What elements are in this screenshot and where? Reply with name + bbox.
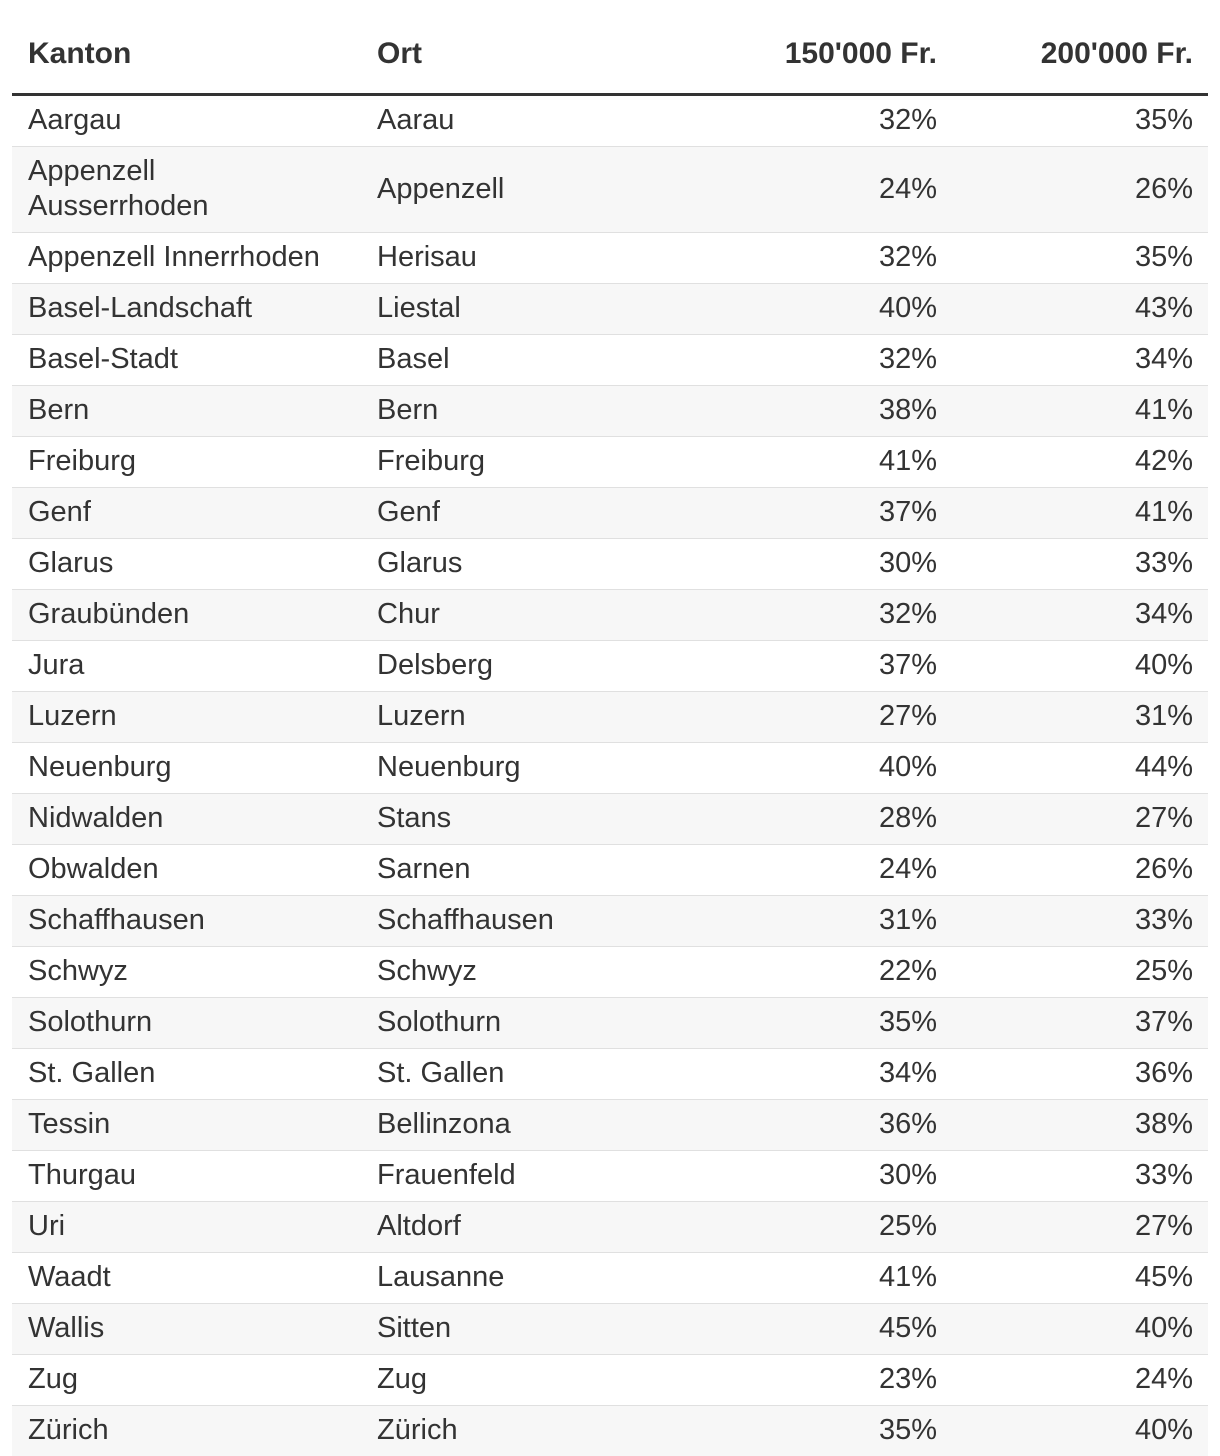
table-header <box>12 0 1208 95</box>
cell-rate-200000: 34% <box>952 590 1208 641</box>
table-row <box>12 692 1208 743</box>
table-row <box>12 233 1208 284</box>
cell-rate-150000: 24% <box>772 845 952 896</box>
cell-ort: Bellinzona <box>362 1100 772 1151</box>
cell-kanton: Schaffhausen <box>12 896 362 947</box>
cell-ort: Zug <box>362 1355 772 1406</box>
cell-rate-150000: 32% <box>772 335 952 386</box>
cell-rate-200000: 26% <box>952 147 1208 233</box>
cell-kanton: Uri <box>12 1202 362 1253</box>
cell-ort: Sarnen <box>362 845 772 896</box>
cell-kanton: Wallis <box>12 1304 362 1355</box>
cell-rate-150000: 45% <box>772 1304 952 1355</box>
cell-ort: Herisau <box>362 233 772 284</box>
table-row <box>12 1202 1208 1253</box>
cell-rate-200000: 35% <box>952 233 1208 284</box>
cell-rate-200000: 24% <box>952 1355 1208 1406</box>
cell-kanton: Glarus <box>12 539 362 590</box>
table-row <box>12 743 1208 794</box>
table-row <box>12 437 1208 488</box>
column-header-ort: Ort <box>362 0 772 95</box>
cell-ort: Neuenburg <box>362 743 772 794</box>
table-row <box>12 147 1208 233</box>
cell-ort: Basel <box>362 335 772 386</box>
cell-rate-200000: 43% <box>952 284 1208 335</box>
table-row <box>12 488 1208 539</box>
cell-kanton: Zug <box>12 1355 362 1406</box>
cell-rate-200000: 36% <box>952 1049 1208 1100</box>
cell-rate-150000: 22% <box>772 947 952 998</box>
table-row <box>12 590 1208 641</box>
cell-rate-150000: 35% <box>772 1406 952 1456</box>
cell-kanton: Graubünden <box>12 590 362 641</box>
cell-ort: Schaffhausen <box>362 896 772 947</box>
cell-rate-200000: 33% <box>952 896 1208 947</box>
cell-rate-200000: 34% <box>952 335 1208 386</box>
table-row <box>12 95 1208 147</box>
cell-ort: Stans <box>362 794 772 845</box>
column-header-150000: 150'000 Fr. <box>772 0 952 95</box>
cell-rate-150000: 32% <box>772 590 952 641</box>
cell-rate-200000: 31% <box>952 692 1208 743</box>
cell-ort: Bern <box>362 386 772 437</box>
table-row <box>12 386 1208 437</box>
cell-rate-150000: 40% <box>772 284 952 335</box>
cell-ort: St. Gallen <box>362 1049 772 1100</box>
cell-ort: Altdorf <box>362 1202 772 1253</box>
cell-kanton: Thurgau <box>12 1151 362 1202</box>
table-row <box>12 998 1208 1049</box>
cell-rate-150000: 24% <box>772 147 952 233</box>
cell-rate-200000: 33% <box>952 1151 1208 1202</box>
table-row <box>12 335 1208 386</box>
cell-rate-200000: 44% <box>952 743 1208 794</box>
cell-rate-150000: 28% <box>772 794 952 845</box>
cell-kanton: Genf <box>12 488 362 539</box>
cell-ort: Genf <box>362 488 772 539</box>
cell-ort: Delsberg <box>362 641 772 692</box>
cell-kanton: Waadt <box>12 1253 362 1304</box>
cell-kanton: Solothurn <box>12 998 362 1049</box>
cell-rate-200000: 41% <box>952 386 1208 437</box>
cell-rate-150000: 40% <box>772 743 952 794</box>
column-header-kanton: Kanton <box>12 0 362 95</box>
cell-kanton: Aargau <box>12 95 362 147</box>
cell-kanton: Appenzell Ausserrhoden <box>12 147 362 233</box>
cell-rate-150000: 35% <box>772 998 952 1049</box>
cell-kanton: Neuenburg <box>12 743 362 794</box>
table-row <box>12 1406 1208 1456</box>
cell-rate-150000: 30% <box>772 539 952 590</box>
cell-rate-150000: 32% <box>772 233 952 284</box>
cell-rate-200000: 27% <box>952 1202 1208 1253</box>
cell-kanton: Appenzell Innerrhoden <box>12 233 362 284</box>
cell-rate-150000: 31% <box>772 896 952 947</box>
cell-kanton: Tessin <box>12 1100 362 1151</box>
table-header-row <box>12 0 1208 95</box>
cell-rate-150000: 41% <box>772 1253 952 1304</box>
cell-rate-200000: 26% <box>952 845 1208 896</box>
cell-rate-200000: 40% <box>952 1406 1208 1456</box>
cell-ort: Zürich <box>362 1406 772 1456</box>
cell-rate-150000: 37% <box>772 488 952 539</box>
cell-ort: Freiburg <box>362 437 772 488</box>
cell-ort: Aarau <box>362 95 772 147</box>
cell-rate-150000: 36% <box>772 1100 952 1151</box>
cell-rate-200000: 40% <box>952 641 1208 692</box>
cell-rate-200000: 37% <box>952 998 1208 1049</box>
cell-ort: Glarus <box>362 539 772 590</box>
cell-kanton: Obwalden <box>12 845 362 896</box>
table-body <box>12 95 1208 1456</box>
cell-kanton: Basel-Stadt <box>12 335 362 386</box>
cell-rate-150000: 23% <box>772 1355 952 1406</box>
tax-rate-table <box>12 0 1208 1456</box>
table-row <box>12 845 1208 896</box>
cell-rate-200000: 33% <box>952 539 1208 590</box>
cell-rate-150000: 27% <box>772 692 952 743</box>
table-row <box>12 1049 1208 1100</box>
cell-ort: Luzern <box>362 692 772 743</box>
cell-ort: Solothurn <box>362 998 772 1049</box>
cell-rate-200000: 42% <box>952 437 1208 488</box>
cell-kanton: Luzern <box>12 692 362 743</box>
cell-rate-200000: 25% <box>952 947 1208 998</box>
cell-rate-200000: 38% <box>952 1100 1208 1151</box>
cell-rate-150000: 25% <box>772 1202 952 1253</box>
cell-kanton: Freiburg <box>12 437 362 488</box>
cell-rate-150000: 32% <box>772 95 952 147</box>
table-row <box>12 1355 1208 1406</box>
cell-rate-150000: 41% <box>772 437 952 488</box>
cell-rate-200000: 27% <box>952 794 1208 845</box>
cell-rate-150000: 30% <box>772 1151 952 1202</box>
cell-kanton: St. Gallen <box>12 1049 362 1100</box>
cell-ort: Sitten <box>362 1304 772 1355</box>
cell-rate-200000: 45% <box>952 1253 1208 1304</box>
cell-rate-200000: 41% <box>952 488 1208 539</box>
cell-kanton: Jura <box>12 641 362 692</box>
cell-ort: Frauenfeld <box>362 1151 772 1202</box>
table-row <box>12 794 1208 845</box>
table-row <box>12 539 1208 590</box>
cell-rate-150000: 37% <box>772 641 952 692</box>
table-row <box>12 1151 1208 1202</box>
cell-kanton: Bern <box>12 386 362 437</box>
table-row <box>12 284 1208 335</box>
cell-kanton: Nidwalden <box>12 794 362 845</box>
table-row <box>12 947 1208 998</box>
cell-kanton: Schwyz <box>12 947 362 998</box>
cell-rate-200000: 35% <box>952 95 1208 147</box>
cell-ort: Schwyz <box>362 947 772 998</box>
column-header-200000: 200'000 Fr. <box>952 0 1208 95</box>
cell-ort: Lausanne <box>362 1253 772 1304</box>
table-row <box>12 641 1208 692</box>
cell-ort: Chur <box>362 590 772 641</box>
table-row <box>12 1253 1208 1304</box>
cell-rate-200000: 40% <box>952 1304 1208 1355</box>
cell-ort: Liestal <box>362 284 772 335</box>
cell-kanton: Zürich <box>12 1406 362 1456</box>
table-row <box>12 896 1208 947</box>
cell-ort: Appenzell <box>362 147 772 233</box>
cell-kanton: Basel-Landschaft <box>12 284 362 335</box>
cell-rate-150000: 34% <box>772 1049 952 1100</box>
table-row <box>12 1304 1208 1355</box>
cell-rate-150000: 38% <box>772 386 952 437</box>
table-row <box>12 1100 1208 1151</box>
